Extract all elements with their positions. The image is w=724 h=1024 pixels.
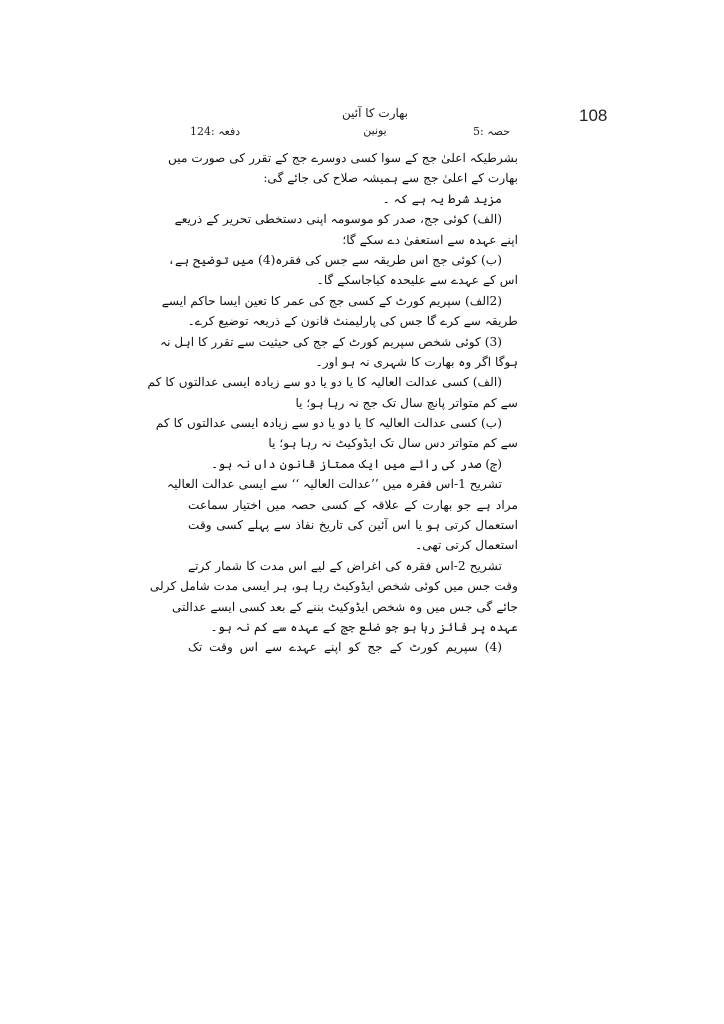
page-number: 108 — [579, 106, 608, 125]
text-line: بھارت کے اعلیٰ جج سے ہمیشہ صلاح کی جائے گی: — [263, 171, 518, 186]
text-line: (4) سپریم کورٹ کے جج کو اپنے عہدے سے اس وقت تک — [188, 640, 502, 655]
running-title: بھارت کا آئین — [341, 106, 409, 120]
part-label: حصہ :5 — [473, 125, 510, 138]
text-line: (2الف) سپریم کورٹ کے کسی جج کی عمر کا تعین ایسا حاکم ایسے — [161, 293, 502, 308]
text-line: (3) کوئی شخص سپریم کورٹ کے جج کی حیثیت سے تقرر کا اہل نہ — [159, 334, 502, 349]
text-line: جائے گی جس میں وہ شخص ایڈوکیٹ بننے کے بعد کسی ایسے عدالتی — [171, 599, 518, 614]
text-line: تشریح 2-اس فقرہ کی اغراض کے لیے اس مدت کا شمار کرتے — [188, 558, 502, 573]
text-line: سے کم متواتر پانچ سال تک جج نہ رہا ہو؛ یا — [295, 395, 518, 410]
text-line: (ب) کسی عدالت العالیہ کا یا دو یا دو سے زیادہ ایسی عدالتوں کا کم — [155, 416, 502, 431]
text-line: مزید شرط یہ ہے کہ ۔ — [382, 191, 502, 206]
text-line: (ج) صدر کی رائے میں ایک ممتاز قانون داں نہ ہو۔ — [210, 456, 502, 471]
text-line: اس کے عہدے سے علیحدہ کیاجاسکے گا۔ — [316, 273, 518, 288]
text-line: سے کم متواتر دس سال تک ایڈوکیٹ نہ رہا ہو؛ یا — [268, 436, 518, 451]
body-text — [147, 148, 518, 658]
text-line: مراد ہے جو بھارت کے علاقہ کے کسی حصہ میں اختیار سماعت — [188, 497, 518, 512]
text-line: ہوگا اگر وہ بھارت کا شہری نہ ہو اور۔ — [315, 354, 518, 369]
part-subtitle: یونین — [363, 124, 387, 137]
text-line: تشریح 1-اس فقرہ میں ’’عدالت العالیہ ‘‘ سے ایسی عدالت العالیہ — [166, 477, 502, 492]
text-line: اپنے عہدہ سے استعفیٰ دے سکے گا؛ — [342, 232, 518, 247]
text-line: (ب) کوئی جج اس طریقہ سے جس کی فقرہ(4) میں توضیح ہے، — [167, 252, 502, 267]
text-line: وقت جس میں کوئی شخص ایڈوکیٹ رہا ہو، ہر ایسی مدت شامل کرلی — [149, 579, 518, 594]
text-line: طریقہ سے کرے گا جس کی پارلیمنٹ قانون کے ذریعہ توضیع کرے۔ — [187, 314, 518, 329]
text-line: (الف) کسی عدالت العالیہ کا یا دو یا دو سے زیادہ ایسی عدالتوں کا کم — [147, 375, 502, 390]
text-line: بشرطیکہ اعلیٰ جج کے سوا کسی دوسرے جج کے تقرر کی صورت میں — [168, 151, 518, 165]
section-label: دفعہ :124 — [190, 125, 241, 138]
text-line: استعمال کرتی ہو یا اس آئین کی تاریخ نفاذ سے پہلے کسی وقت — [188, 518, 518, 533]
text-line: استعمال کرتی تھی۔ — [415, 538, 518, 553]
text-line: (الف) کوئی جج، صدر کو موسومہ اپنی دستخطی تحریر کے ذریعے — [174, 212, 502, 227]
text-line: عہدہ پر فائز رہا ہو جو ضلع جج کے عہدہ سے کم نہ ہو۔ — [210, 619, 518, 634]
